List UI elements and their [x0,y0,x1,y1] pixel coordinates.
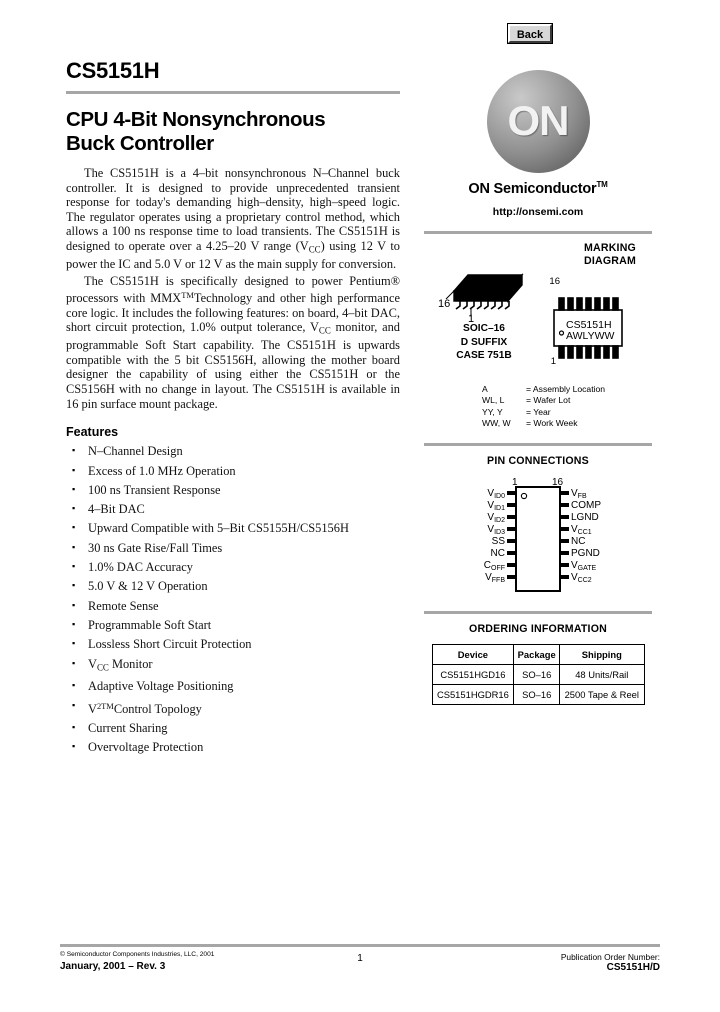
brand-wordmark [424,180,652,197]
legend-value: = Year [526,406,551,417]
pin-label-right-1: $V_{FB}$ [571,487,587,500]
legend-row [482,418,652,429]
marking-pin16-label: 16 [549,276,560,287]
column-header-package: Package [514,644,560,664]
desc-p1-part-a: The CS5151H is a 4–bit nonsynchronous N–Channel buck controller. It is designed to provide unprecedented transient response for today's demanding high–density, high–speed logic. The regulator operates using a proprietary control method, which allows a 100 ns response time to load transients. The CS5151H is designed to operate over a 4.25–20 V range (V [66,166,400,253]
pin-label-right-7: $V_{GATE}$ [571,559,597,572]
pin-label-left-2: $V_{ID1}$ [487,499,505,512]
document-title [66,108,400,156]
v2-prefix: V [88,701,97,716]
legend-key: YY, Y [482,406,503,417]
pin-label-right-8: $V_{CC2}$ [571,571,592,584]
package-case: CASE 751B [456,350,512,361]
list-item: ▪ 1.0% DAC Accuracy [66,558,400,577]
soic-package-labels [430,322,538,363]
desc-p2-part-a: The CS5151H is specifically designed to power Pentium® processors with MMX [66,273,400,306]
description-paragraph-1 [66,166,400,272]
desc-p2-tm: TM [181,290,194,301]
marking-line2-text: AWLYWW [566,330,615,342]
pin-diagram-wrap [424,477,652,599]
ordering-information-section [424,614,652,705]
cell-shipping: 2500 Tape & Reel [560,684,644,704]
list-item: ▪ Overvoltage Protection [66,738,400,757]
document-title-line1: CPU 4-Bit Nonsynchronous [66,108,326,131]
title-divider [66,91,400,94]
desc-p2-part-b: Technology and other high performance core logic. It includes the following features: on board, 4–bit DAC, short circuit protection, 1.0% output tolerance, V [66,291,400,335]
list-item-vcc-monitor [66,655,400,678]
legend-value: = Assembly Location [526,384,606,394]
brand-wordmark-tm: TM [596,180,608,189]
marking-diagram-heading [584,242,636,268]
marking-diagram-section [424,234,652,382]
cell-package: SO–16 [514,664,560,684]
legend-value: = Work Week [526,418,578,429]
cell-device: CS5151HGD16 [432,664,514,684]
ordering-information-heading: ORDERING INFORMATION [469,622,607,635]
legend-row [482,407,652,418]
legend-value: = Wafer Lot [526,395,571,406]
pin-label-right-6: PGND [571,547,600,559]
pin-label-left-8: $V_{FFB}$ [485,571,505,584]
page-title: CS5151H [66,58,160,83]
vcc-suffix: Monitor [108,656,153,671]
marking-line1-text: CS5151H [566,319,612,331]
logo-text: ON [507,96,569,144]
pin-label-left-1: $V_{ID0}$ [487,487,505,500]
vcc-subscript: CC [96,662,109,672]
legend-row [482,395,652,406]
pin-label-right-4: $V_{CC1}$ [571,523,592,536]
marking-pin1-label: 1 [550,356,556,367]
pin-connections-diagram-icon [460,477,616,599]
pin-connections-heading: PIN CONNECTIONS [487,454,589,467]
list-item: ▪ Adaptive Voltage Positioning [66,677,400,696]
pin-number-1: 1 [512,476,518,488]
pin-label-left-3: $V_{ID2}$ [487,511,505,524]
pin-label-right-5: NC [571,535,586,547]
document-title-line2: Buck Controller [66,132,214,155]
pin-label-left-7: $C_{OFF}$ [483,559,505,572]
list-item: ▪ 5.0 V & 12 V Operation [66,577,400,596]
list-item: ▪ N–Channel Design [66,442,400,461]
description-paragraph-2 [66,274,400,412]
marking-heading-line2: DIAGRAM [583,255,636,267]
legend-key: WW, W [482,418,511,429]
list-item: ▪ 4–Bit DAC [66,500,400,519]
v2-suffix: Control Topology [113,701,202,716]
list-item: ▪ 30 ns Gate Rise/Fall Times [66,539,400,558]
legend-key: WL, L [482,395,505,406]
back-button[interactable]: Back [508,24,552,43]
ordering-table [432,644,645,705]
features-list [66,442,400,757]
pin-label-right-2: COMP [571,499,601,511]
package-suffix: D SUFFIX [460,336,508,348]
table-header-row [432,644,644,664]
table-row [432,684,644,704]
desc-p1-subscript: CC [308,244,321,255]
features-heading: Features [66,425,119,440]
soic-package-icon [438,261,534,323]
footer-divider [60,944,660,947]
pin-connections-section [424,446,652,611]
list-item: ▪ Remote Sense [66,597,400,616]
brand-url[interactable]: http://onsemi.com [492,206,584,218]
cell-shipping: 48 Units/Rail [560,664,644,684]
soic-package-drawing [438,261,534,328]
list-item: ▪ 100 ns Transient Response [66,481,400,500]
pin-number-16: 16 [552,476,564,488]
page-footer [60,944,660,985]
spacer [424,430,652,443]
footer-content [60,951,660,985]
list-item: ▪ Excess of 1.0 MHz Operation [66,462,400,481]
soic-pin1-label: 1 [468,313,475,323]
pin-label-left-4: $V_{ID3}$ [487,523,505,536]
soic-pin16-label: 16 [438,298,451,310]
marking-legend [424,384,652,430]
pin-label-left-5: SS [491,535,505,547]
footer-publication-number: CS5151H/D [606,962,660,973]
column-header-device: Device [432,644,514,664]
brand-block [424,58,652,218]
list-item: ▪ Current Sharing [66,719,400,738]
footer-date-revision: January, 2001 – Rev. 3 [60,961,166,972]
cell-device: CS5151HGDR16 [432,684,514,704]
left-column [66,58,400,757]
cell-package: SO–16 [514,684,560,704]
legend-key: A [482,384,488,394]
list-item: ▪ Upward Compatible with 5–Bit CS5155H/CS5156H [66,519,400,538]
list-item-v2-control [66,697,400,719]
on-semiconductor-logo-icon [487,70,590,173]
v2-superscript: 2TM [96,700,114,711]
desc-p1-part-b: ) using 12 V to power the IC and 5.0 V or 12 V as the main supply for conversion. [66,238,400,272]
footer-page-number: 1 [357,953,363,964]
right-column [424,58,652,705]
footer-copyright: © Semiconductor Components Industries, LLC, 2001 [60,951,215,958]
vcc-prefix: V [88,656,97,671]
pin-label-left-6: NC [490,547,505,559]
brand-wordmark-text: ON Semiconductor [468,181,597,197]
footer-publication-label: Publication Order Number: [560,952,660,962]
desc-p2-part-c: monitor, and programmable Soft Start capability. The CS5151H is upwards compatible with the 5 bit CS5156H, allowing the mother board designer the capability of using either the CS5151H or the CS5156H with no change in layout. The CS5151H is available in 16 pin surface mount package. [66,320,401,411]
package-name: SOIC–16 [463,323,505,334]
list-item: ▪ Lossless Short Circuit Protection [66,635,400,654]
column-header-shipping: Shipping [560,644,644,664]
desc-p2-subscript: CC [318,325,331,336]
legend-row [482,384,652,395]
table-row [432,664,644,684]
marking-heading-line1: MARKING [583,242,636,254]
pin-label-right-3: LGND [571,511,599,523]
list-item: ▪ Programmable Soft Start [66,616,400,635]
